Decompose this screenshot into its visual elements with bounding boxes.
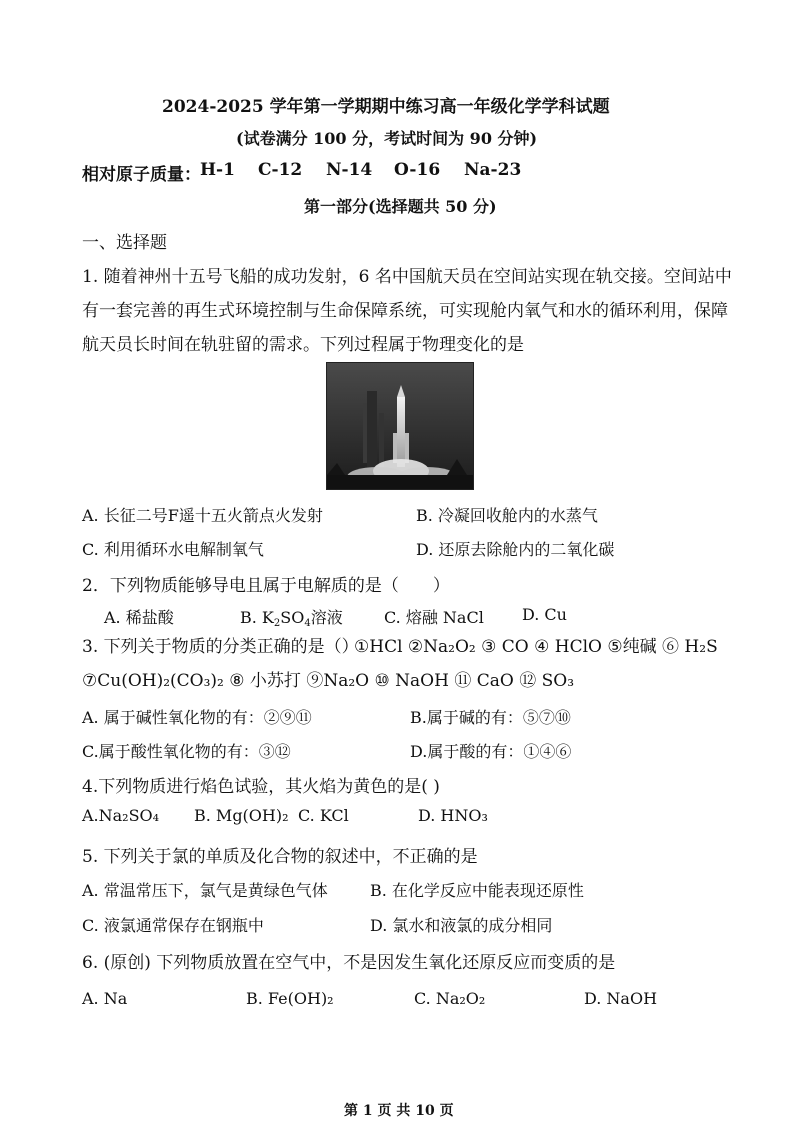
exam-subtitle: (试卷满分 100 分，考试时间为 90 分钟) [236, 129, 538, 148]
q5-option-a: A. 常温常压下，氯气是黄绿色气体 [82, 881, 328, 900]
q4-option-c: C. KCl [298, 806, 349, 825]
q6-option-d: D. NaOH [584, 989, 658, 1008]
part-one-heading: 第一部分(选择题共 50 分) [304, 197, 497, 216]
q3-option-c: C.属于酸性氧化物的有：③⑫ [82, 742, 291, 761]
q3-stem: 3. 下列关于物质的分类正确的是（） [82, 637, 359, 657]
q2-option-b [240, 605, 343, 629]
q2-option-b-pre: B. K [240, 608, 274, 627]
q4-option-a: A.Na₂SO₄ [82, 806, 160, 825]
atomic-mass-h: H-1 [200, 160, 235, 180]
q1-option-b: B. 冷凝回收舱内的水蒸气 [416, 506, 598, 525]
q1-line1: 1. 随着神州十五号飞船的成功发射，6 名中国航天员在空间站实现在轨交接。空间站中 [82, 267, 732, 287]
q3-option-b: B.属于碱的有：⑤⑦⑩ [410, 708, 571, 727]
q2-option-a: A. 稀盐酸 [104, 608, 174, 627]
section-label: 一、选择题 [82, 233, 167, 253]
atomic-mass-row [82, 160, 201, 185]
q2-option-b-sub1: 2 [273, 618, 281, 629]
q5-stem: 5. 下列关于氯的单质及化合物的叙述中，不正确的是 [82, 847, 478, 867]
q1-option-a: A. 长征二号F遥十五火箭点火发射 [82, 506, 323, 525]
q5-option-b: B. 在化学反应中能表现还原性 [370, 881, 584, 900]
atomic-mass-o: O-16 [394, 160, 441, 180]
q2-option-b-post: 溶液 [310, 608, 343, 627]
q2-option-b-mid: SO [280, 608, 305, 627]
page-number: 第 1 页 共 10 页 [344, 1103, 454, 1119]
q3-option-d: D.属于酸的有：①④⑥ [410, 742, 572, 761]
exam-title: 2024-2025 学年第一学期期中练习高一年级化学学科试题 [162, 97, 610, 117]
q1-option-c: C. 利用循环水电解制氧气 [82, 540, 264, 559]
rocket-launch-photo [326, 362, 474, 490]
q5-option-d: D. 氯水和液氯的成分相同 [370, 916, 553, 935]
q6-option-a: A. Na [82, 989, 128, 1008]
atomic-mass-c: C-12 [258, 160, 303, 180]
q1-option-d: D. 还原去除舱内的二氧化碳 [416, 540, 615, 559]
q4-option-b: B. Mg(OH)₂ [194, 806, 289, 825]
atomic-mass-na: Na-23 [464, 160, 522, 180]
q1-line3: 航天员长时间在轨驻留的需求。下列过程属于物理变化的是 [82, 335, 524, 355]
q2-option-c: C. 熔融 NaCl [384, 608, 484, 627]
q2-stem: 2．下列物质能够导电且属于电解质的是（ ） [82, 576, 450, 596]
q6-option-c: C. Na₂O₂ [414, 989, 486, 1008]
q6-option-b: B. Fe(OH)₂ [246, 989, 334, 1008]
q3-items-line1: ①HCl ②Na₂O₂ ③ CO ④ HClO ⑤纯碱 ⑥ H₂S [354, 637, 718, 657]
atomic-mass-n: N-14 [326, 160, 373, 180]
q1-line2: 有一套完善的再生式环境控制与生命保障系统，可实现舱内氧气和水的循环利用，保障 [82, 301, 728, 321]
q3-option-a: A. 属于碱性氧化物的有：②⑨⑪ [82, 708, 312, 727]
q5-option-c: C. 液氯通常保存在钢瓶中 [82, 916, 264, 935]
q3-items-line2: ⑦Cu(OH)₂(CO₃)₂ ⑧ 小苏打 ⑨Na₂O ⑩ NaOH ⑪ CaO ⑫ SO₃ [82, 671, 575, 691]
q4-stem: 4.下列物质进行焰色试验，其火焰为黄色的是( ) [82, 777, 440, 797]
q4-option-d: D. HNO₃ [418, 806, 488, 825]
q6-stem: 6. (原创) 下列物质放置在空气中，不是因发生氧化还原反应而变质的是 [82, 953, 616, 973]
rocket-launch-illustration [327, 363, 473, 489]
q2-option-d: D. Cu [522, 605, 567, 624]
q2-option-b-sub2: 4 [304, 618, 311, 629]
atomic-mass-label: 相对原子质量： [82, 165, 201, 185]
